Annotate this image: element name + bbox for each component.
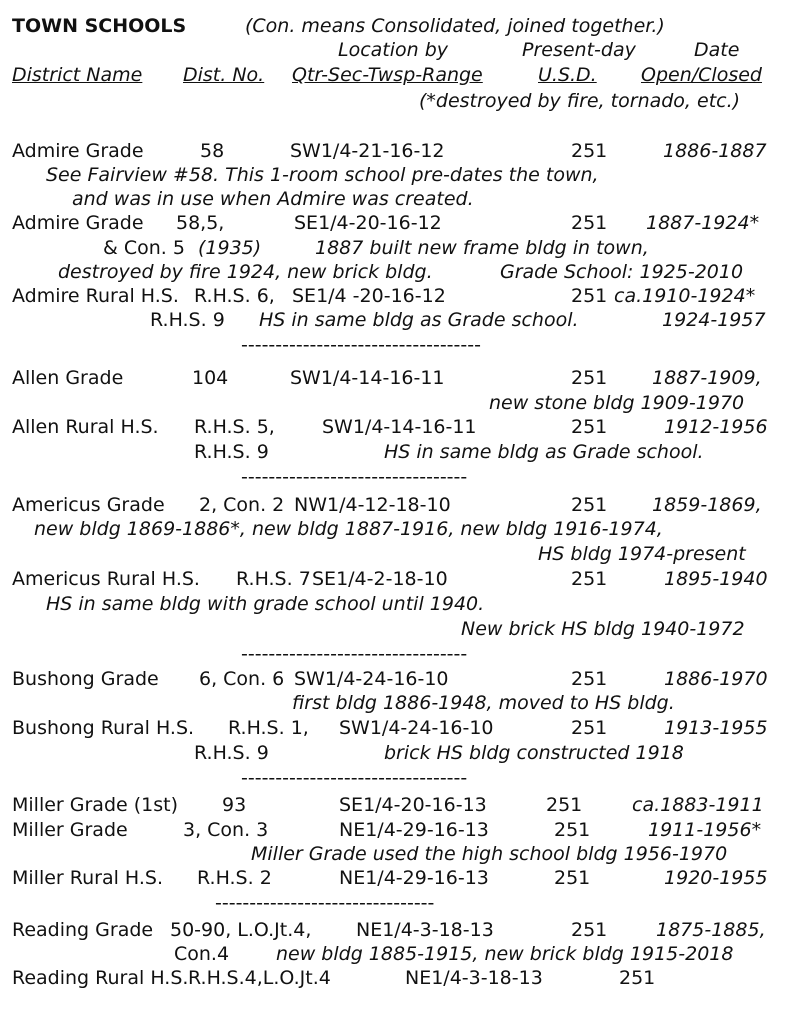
dist-no: R.H.S. 5,	[194, 416, 275, 438]
district-name: Reading Rural H.S.	[12, 967, 189, 989]
district-name: Miller Rural H.S.	[12, 867, 164, 889]
dist-no: R.H.S. 2	[197, 867, 272, 889]
header-dist-no: Dist. No.	[183, 64, 265, 86]
separator-dashes: ---------------------------------	[241, 466, 468, 488]
separator-dashes: ---------------------------------	[241, 767, 468, 789]
dist-no: R.H.S. 7	[236, 568, 311, 590]
dist-no: R.H.S. 9	[194, 441, 269, 463]
district-name: Bushong Grade	[12, 668, 159, 690]
note-text: new bldg 1869-1886*, new bldg 1887-1916, new bldg 1916-1974,	[34, 518, 663, 540]
dist-no: R.H.S. 6,	[194, 285, 275, 307]
district-name: Bushong Rural H.S.	[12, 717, 195, 739]
consolidation: & Con. 5	[103, 237, 185, 259]
note-text-2: Grade School: 1925-2010	[500, 261, 744, 283]
row-note	[0, 187, 791, 213]
note-text: Miller Grade used the high school bldg 1956-1970	[251, 843, 728, 865]
usd: 251	[619, 967, 656, 989]
open-closed: 1859-1869,	[652, 494, 762, 516]
row-note	[0, 440, 791, 466]
row-note	[0, 236, 791, 262]
open-closed: 1887-1909,	[652, 367, 762, 389]
usd: 251	[554, 867, 591, 889]
dist-no: 93	[222, 794, 247, 816]
table-row	[0, 139, 791, 165]
dist-no: 58,5,	[176, 212, 225, 234]
row-note	[0, 842, 791, 868]
row-note	[0, 542, 791, 568]
usd: 251	[571, 212, 608, 234]
note-text: and was in use when Admire was created.	[72, 188, 474, 210]
header-location-by: Location by	[338, 39, 449, 61]
header-note: (*destroyed by fire, tornado, etc.)	[419, 90, 741, 112]
open-closed: 1887-1924*	[646, 212, 760, 234]
location: SE1/4-20-16-13	[339, 794, 487, 816]
row-note	[0, 617, 791, 643]
open-closed: 1913-1955	[664, 717, 768, 739]
location: SE1/4-2-18-10	[312, 568, 448, 590]
open-closed: ca.1883-1911	[632, 794, 764, 816]
usd: 251	[571, 668, 608, 690]
note-text: HS in same bldg as Grade school.	[384, 441, 704, 463]
usd: 251	[571, 285, 608, 307]
row-note	[0, 741, 791, 767]
open-closed: 1911-1956*	[648, 819, 762, 841]
separator-dashes: --------------------------------	[215, 892, 435, 914]
header-district-name: District Name	[12, 64, 143, 86]
table-row	[0, 211, 791, 237]
location: SE1/4 -20-16-12	[292, 285, 446, 307]
district-name: Admire Rural H.S.	[12, 285, 179, 307]
row-note	[0, 308, 791, 334]
dist-no: 50-90, L.O.Jt.4,	[170, 919, 312, 941]
header-usd: U.S.D.	[538, 64, 597, 86]
note-text: destroyed by fire 1924, new brick bldg.	[58, 261, 433, 283]
district-name: Allen Rural H.S.	[12, 416, 159, 438]
usd: 251	[571, 140, 608, 162]
open-closed: 1886-1887	[663, 140, 767, 162]
table-row	[0, 918, 791, 944]
note-text: 1887 built new frame bldg in town,	[315, 237, 649, 259]
note-text: brick HS bldg constructed 1918	[384, 742, 684, 764]
table-row	[0, 818, 791, 844]
district-name: Americus Rural H.S.	[12, 568, 200, 590]
open-closed: 1886-1970	[664, 668, 768, 690]
table-row	[0, 415, 791, 441]
table-row	[0, 567, 791, 593]
usd: 251	[571, 367, 608, 389]
separator	[0, 642, 791, 668]
location: SW1/4-14-16-11	[322, 416, 477, 438]
location: NE1/4-29-16-13	[339, 867, 489, 889]
page-title: TOWN SCHOOLS	[12, 15, 187, 37]
row-note	[0, 942, 791, 968]
row-note	[0, 260, 791, 286]
location: NE1/4-29-16-13	[339, 819, 489, 841]
header-line-2	[0, 63, 791, 89]
note-text: HS bldg 1974-present	[538, 543, 746, 565]
table-row	[0, 966, 791, 992]
dist-no: 3, Con. 3	[183, 819, 269, 841]
table-row	[0, 716, 791, 742]
dist-no: R.H.S. 9	[150, 309, 225, 331]
row-note	[0, 391, 791, 417]
usd: 251	[571, 919, 608, 941]
header-line-1	[0, 38, 791, 64]
separator	[0, 465, 791, 491]
district-name: Allen Grade	[12, 367, 124, 389]
row-note	[0, 592, 791, 618]
note-text: See Fairview #58. This 1-room school pre-dates the town,	[46, 164, 599, 186]
separator	[0, 891, 791, 917]
dist-no: 6, Con. 6	[199, 668, 285, 690]
dist-no: 2, Con. 2	[199, 494, 285, 516]
table-row	[0, 866, 791, 892]
separator-dashes: ---------------------------------	[241, 643, 468, 665]
open-closed: 1924-1957	[662, 309, 766, 331]
separator	[0, 333, 791, 359]
open-closed: 1912-1956	[664, 416, 768, 438]
open-closed: 1895-1940	[664, 568, 768, 590]
district-name: Admire Grade	[12, 212, 144, 234]
usd: 251	[546, 794, 583, 816]
table-row	[0, 493, 791, 519]
separator	[0, 766, 791, 792]
location: SW1/4-14-16-11	[290, 367, 445, 389]
table-row	[0, 284, 791, 310]
header-line-3	[0, 89, 791, 115]
dist-no: R.H.S. 9	[194, 742, 269, 764]
dist-no: 104	[192, 367, 229, 389]
usd: 251	[571, 494, 608, 516]
note-text: new stone bldg 1909-1970	[489, 392, 745, 414]
usd: 251	[571, 717, 608, 739]
header-date: Date	[694, 39, 740, 61]
note-text: HS in same bldg as Grade school.	[259, 309, 579, 331]
header-present-day: Present-day	[522, 39, 636, 61]
dist-no: R.H.S.4,L.O.Jt.4	[188, 967, 331, 989]
title-line	[0, 14, 791, 40]
district-name: Admire Grade	[12, 140, 144, 162]
location: NE1/4-3-18-13	[356, 919, 494, 941]
location: SW1/4-24-16-10	[294, 668, 449, 690]
dist-no: R.H.S. 1,	[228, 717, 309, 739]
separator-dashes: -----------------------------------	[241, 334, 481, 356]
row-note	[0, 163, 791, 189]
district-name: Miller Grade (1st)	[12, 794, 178, 816]
table-row	[0, 366, 791, 392]
open-closed: 1920-1955	[664, 867, 768, 889]
location: NE1/4-3-18-13	[405, 967, 543, 989]
usd: 251	[554, 819, 591, 841]
table-row	[0, 667, 791, 693]
location: SW1/4-21-16-12	[290, 140, 445, 162]
district-name: Reading Grade	[12, 919, 154, 941]
header-qtr-sec: Qtr-Sec-Twsp-Range	[292, 64, 483, 86]
note-text: new bldg 1885-1915, new brick bldg 1915-2018	[276, 943, 734, 965]
open-closed: ca.1910-1924*	[614, 285, 756, 307]
note-text: first bldg 1886-1948, moved to HS bldg.	[292, 692, 675, 714]
open-closed: 1875-1885,	[656, 919, 766, 941]
district-name: Miller Grade	[12, 819, 128, 841]
district-name: Americus Grade	[12, 494, 165, 516]
table-row	[0, 793, 791, 819]
note-text: New brick HS bldg 1940-1972	[461, 618, 745, 640]
title-note: (Con. means Consolidated, joined together.)	[245, 15, 665, 37]
location: NW1/4-12-18-10	[294, 494, 451, 516]
location: SW1/4-24-16-10	[339, 717, 494, 739]
row-note	[0, 691, 791, 717]
consolidation: Con.4	[174, 943, 230, 965]
usd: 251	[571, 568, 608, 590]
note-text: HS in same bldg with grade school until 1940.	[46, 593, 485, 615]
row-note	[0, 517, 791, 543]
usd: 251	[571, 416, 608, 438]
location: SE1/4-20-16-12	[294, 212, 442, 234]
consolidation-year: (1935)	[198, 237, 262, 259]
header-open-closed: Open/Closed	[641, 64, 762, 86]
dist-no: 58	[200, 140, 225, 162]
